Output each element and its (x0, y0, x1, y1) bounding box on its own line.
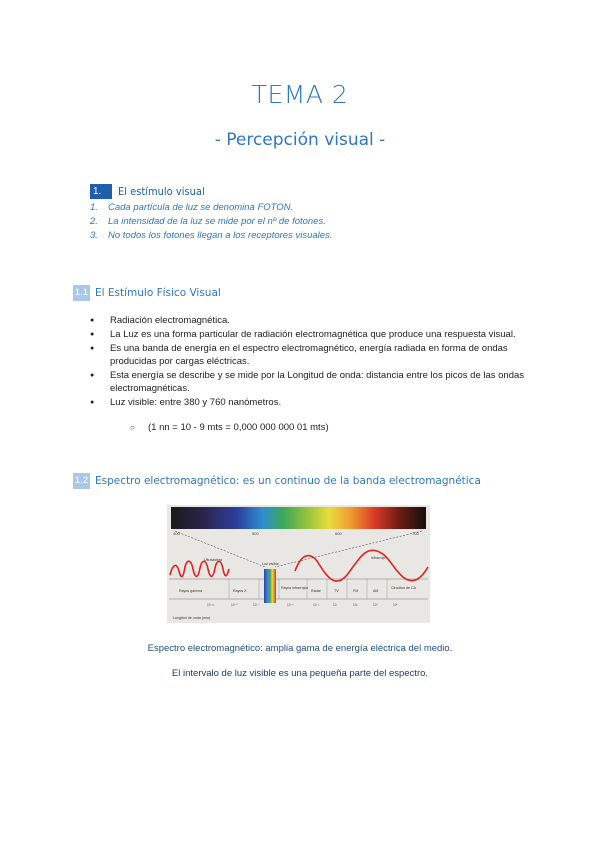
list-item: ● Luz visible: entre 380 y 760 nanómetros. (90, 396, 530, 409)
svg-text:10⁻¹¹: 10⁻¹¹ (207, 603, 215, 607)
stimulus-bullets (90, 314, 530, 410)
section-1-1-title: El Estímulo Físico Visual (95, 287, 221, 299)
list-item: 3. No todos los fotones llegan a los receptores visuales. (90, 230, 333, 241)
band-label: Rayos infrarrojos (281, 586, 309, 590)
intro-list (90, 201, 332, 243)
band-label: Rayos X (233, 589, 247, 593)
list-item: ● Radiación electromagnética. (90, 314, 530, 327)
section-1-heading (90, 184, 205, 199)
top-label: 700 (412, 531, 419, 536)
svg-text:10⁻¹: 10⁻¹ (313, 603, 320, 607)
list-item: ● La Luz es una forma particular de radiación electromagnética que produce una respuesta visual. (90, 328, 530, 341)
list-item: 1. Cada partícula de luz se denomina FOTON. (90, 202, 294, 213)
band-label: Radar (311, 589, 321, 593)
axis-label: Longitud de onda (mm) (173, 616, 211, 620)
band-label: Infrarrojo (371, 556, 386, 560)
low-frequency-wave (295, 550, 428, 581)
section-1-2-title: Espectro electromagnético: es un continuo de la banda electromagnética (95, 475, 481, 487)
band-label: Rayos gamma (179, 589, 203, 593)
svg-text:10⁻⁶: 10⁻⁶ (253, 603, 260, 607)
spectrum-diagram (167, 505, 430, 623)
band-label: Circuitos de CA (391, 586, 416, 590)
svg-text:10⁻⁸: 10⁻⁸ (231, 603, 238, 607)
page-title: TEMA 2 (251, 80, 349, 109)
svg-text:10²: 10² (353, 603, 358, 607)
top-label: 400 (173, 531, 180, 536)
figure-caption-2: El intervalo de luz visible es una pequeña parte del espectro. (171, 668, 429, 679)
svg-text:10: 10 (333, 603, 337, 607)
band-label: AM (373, 589, 379, 593)
list-item: 2. La intensidad de la luz se mide por el nº de fotones. (90, 216, 326, 227)
band-label: Luz visible (262, 562, 279, 566)
list-item: ● Es una banda de energía en el espectro electromagnético, energía radiada en forma de ondas producidas por cargas eléctricas. (90, 342, 530, 368)
svg-text:10⁻³: 10⁻³ (287, 603, 294, 607)
figure-caption-1: Espectro electromagnético: amplia gama de energía eléctrica del medio. (147, 643, 453, 654)
visible-light-band (264, 569, 276, 603)
spectrum-figure (167, 505, 430, 623)
band-label: FM (353, 589, 359, 593)
page-subtitle: - Percepción visual - (214, 130, 386, 150)
top-label: 500 (252, 531, 259, 536)
section-1-2-heading (73, 473, 481, 489)
section-1-1-number: 1.1 (73, 285, 90, 301)
high-frequency-wave (170, 561, 229, 576)
sub-bullet: ○ (1 nn = 10 - 9 mts = 0,000 000 000 01 mts) (130, 422, 329, 433)
section-1-2-number: 1.2 (73, 473, 90, 489)
band-label: Ultravioleta (204, 558, 222, 562)
svg-text:10⁴: 10⁴ (373, 603, 378, 607)
section-1-number: 1. (90, 184, 112, 199)
top-label: 600 (335, 531, 342, 536)
list-item: ● Esta energía se describe y se mide por la Longitud de onda: distancia entre los picos de las ondas electromagnéticas. (90, 369, 530, 395)
section-1-1-heading (73, 285, 221, 301)
svg-text:10⁶: 10⁶ (393, 603, 398, 607)
section-1-title: El estímulo visual (118, 185, 205, 198)
visible-spectrum-bar (171, 507, 426, 529)
band-label: TV (334, 589, 339, 593)
